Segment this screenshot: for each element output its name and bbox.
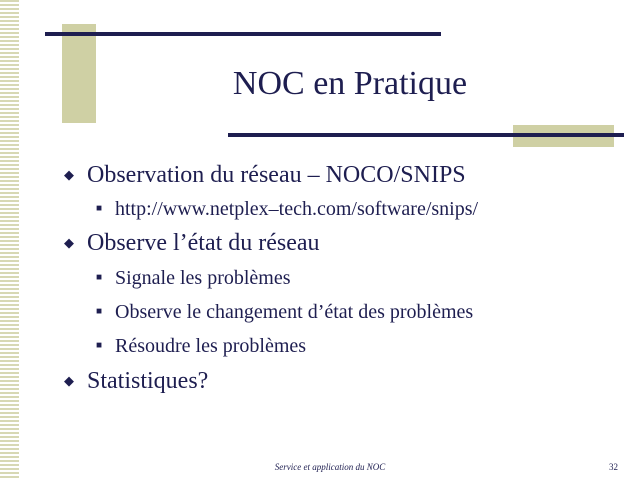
diamond-bullet-icon: ◆ — [64, 167, 74, 182]
sub-bullet-item — [62, 194, 632, 224]
decorative-rule-top — [45, 32, 441, 36]
decorative-olive-block-top — [62, 24, 96, 123]
sub-bullet-item — [62, 331, 632, 361]
bullet-text: Observation du réseau – NOCO/SNIPS — [87, 162, 466, 188]
slide-content — [62, 160, 632, 396]
bullet-item — [62, 228, 632, 258]
square-bullet-icon: ■ — [96, 340, 103, 351]
square-bullet-icon: ■ — [96, 306, 103, 317]
diamond-bullet-icon: ◆ — [64, 235, 74, 250]
diamond-bullet-icon: ◆ — [64, 373, 74, 388]
sub-bullet-text: Observe le changement d’état des problèmes — [115, 301, 474, 323]
bullet-text: Observe l’état du réseau — [87, 230, 320, 256]
sub-bullet-text: Résoudre les problèmes — [115, 335, 307, 357]
bullet-item — [62, 160, 632, 190]
square-bullet-icon: ■ — [96, 203, 103, 214]
sub-bullet-text: http://www.netplex–tech.com/software/snips/ — [115, 198, 479, 220]
page-number: 32 — [609, 462, 618, 472]
sub-bullet-item — [62, 263, 632, 293]
sub-bullet-item — [62, 297, 632, 327]
bullet-text: Statistiques? — [87, 368, 209, 394]
decorative-rule-bottom — [228, 133, 624, 137]
sub-bullet-text: Signale les problèmes — [115, 267, 291, 289]
slide-footer: Service et application du NOC — [274, 462, 386, 472]
square-bullet-icon: ■ — [96, 272, 103, 283]
bullet-item — [62, 366, 632, 396]
slide-title: NOC en Pratique — [232, 65, 468, 102]
decorative-stripe-band — [0, 0, 19, 480]
